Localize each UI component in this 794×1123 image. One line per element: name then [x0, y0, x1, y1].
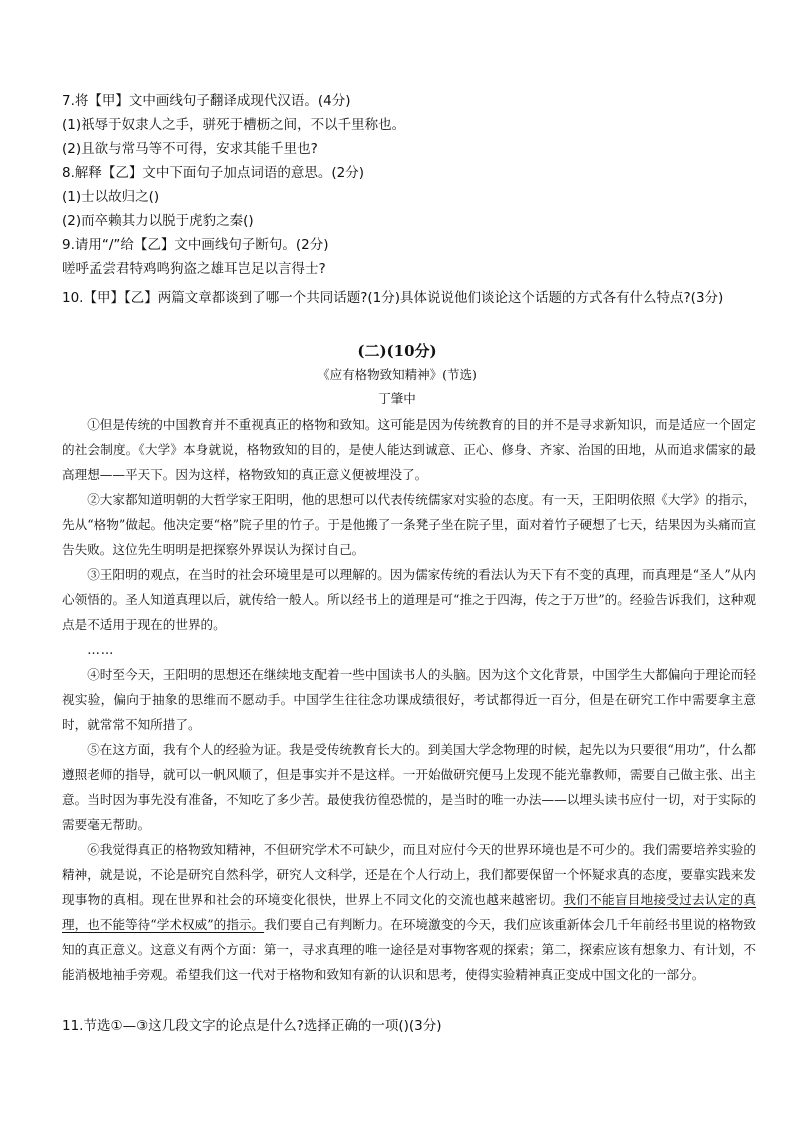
- question-10: 10.【甲】【乙】两篇文章都谈到了哪一个共同话题?(1分)具体说说他们谈论这个话题的方式各有什么特点?(3分): [62, 290, 724, 306]
- paragraph-3: ③王阳明的观点，在当时的社会环境里是可以理解的。因为儒家传统的看法认为天下有不变的真理，而真理是“圣人”从内心领悟的。圣人知道真理以后，就传给一般人。所以经书上的道理是可“推之于四海，传之于万世”的。经验告诉我们，这种观点是不适用于现在的世界的。: [62, 567, 756, 632]
- section-heading: (二)(10分): [357, 342, 437, 360]
- question-7-item-1: (1)祇辱于奴隶人之手，骈死于槽枥之间，不以千里称也。: [62, 117, 406, 133]
- question-8-item-2: (2)而卒赖其力以脱于虎豹之秦(): [62, 213, 254, 229]
- paragraph-4: ④时至今天，王阳明的思想还在继续地支配着一些中国读书人的头脑。因为这个文化背景，中国学生大都偏向于理论而轻视实验，偏向于抽象的思维而不愿动手。中国学生往往念功课成绩很好，考试都得近一百分，但是在研究工作中需要拿主意时，就常常不知所措了。: [62, 667, 756, 732]
- question-8: 8.解释【乙】文中下面句子加点词语的意思。(2分): [62, 165, 365, 181]
- question-11: 11.节选①—③这几段文字的论点是什么?选择正确的一项()(3分): [62, 1018, 442, 1034]
- question-9: 9.请用“/”给【乙】文中画线句子断句。(2分): [62, 237, 329, 253]
- paragraph-6-part-a: ⑥我觉得真正的格物致知精神，不但研究学术不可缺少，而且对应付今天的世界环境也是不可少的。我们需要培养实验的精神，就是说，不论是研究自然科学，研究人文科学，还是在个人行动上，我们都要保留一个怀疑求真的态度，要靠实践来发现事物的真相。现在世界和社会的环境变化很快，世界上不同文化的交流也越来越密切。: [62, 842, 756, 907]
- underlined-sentence: 我们不能盲目地接受过去认定的真理，也不能等待“学术权威”的指示。: [62, 892, 757, 932]
- question-9-sentence: 嗟呼孟尝君特鸡鸣狗盗之雄耳岂足以言得士?: [62, 261, 326, 277]
- ellipsis: ……: [87, 642, 115, 657]
- question-8-item-1: (1)士以故归之(): [62, 189, 160, 205]
- paragraph-6: [62, 837, 756, 987]
- paragraph-2: ②大家都知道明朝的大哲学家王阳明，他的思想可以代表传统儒家对实验的态度。有一天，王阳明依照《大学》的指示，先从“格物”做起。他决定要“格”院子里的竹子。于是他搬了一条凳子坐在院子里，面对着竹子硬想了七天，结果因为头痛而宣告失败。这位先生明明是把探察外界误认为探讨自己。: [62, 492, 756, 557]
- paragraph-6-part-b: 我们要自己有判断力。在环境激变的今天，我们应该重新体会几千年前经书里说的格物致知的真正意义。这意义有两个方面：第一，寻求真理的唯一途径是对事物客观的探索；第二，探索应该有想象力、有计划，不能消极地袖手旁观。希望我们这一代对于格物和致知有新的认识和思考，使得实验精神真正变成中国文化的一部分。: [62, 917, 756, 982]
- question-7-item-2: (2)且欲与常马等不可得，安求其能千里也?: [62, 141, 318, 157]
- article-author: 丁肇中: [378, 391, 416, 406]
- paragraph-5: ⑤在这方面，我有个人的经验为证。我是受传统教育长大的。到美国大学念物理的时候，起先以为只要很“用功”，什么都遵照老师的指导，就可以一帆风顺了，但是事实并不是这样。一开始做研究便马上发现不能光靠教师，需要自己做主张、出主意。当时因为事先没有准备，不知吃了多少苦。最使我彷徨恐慌的，是当时的唯一办法——以埋头读书应付一切，对于实际的需要毫无帮助。: [62, 742, 756, 832]
- article-title: 《应有格物致知精神》(节选): [317, 367, 477, 382]
- question-7: 7.将【甲】文中画线句子翻译成现代汉语。(4分): [62, 93, 351, 109]
- article-body: [62, 412, 756, 987]
- paragraph-1: ①但是传统的中国教育并不重视真正的格物和致知。这可能是因为传统教育的目的并不是寻求新知识，而是适应一个固定的社会制度。《大学》本身就说，格物致知的目的，是使人能达到诚意、正心、修身、齐家、治国的田地，从而追求儒家的最高理想——平天下。因为这样，格物致知的真正意义便被埋没了。: [62, 417, 756, 482]
